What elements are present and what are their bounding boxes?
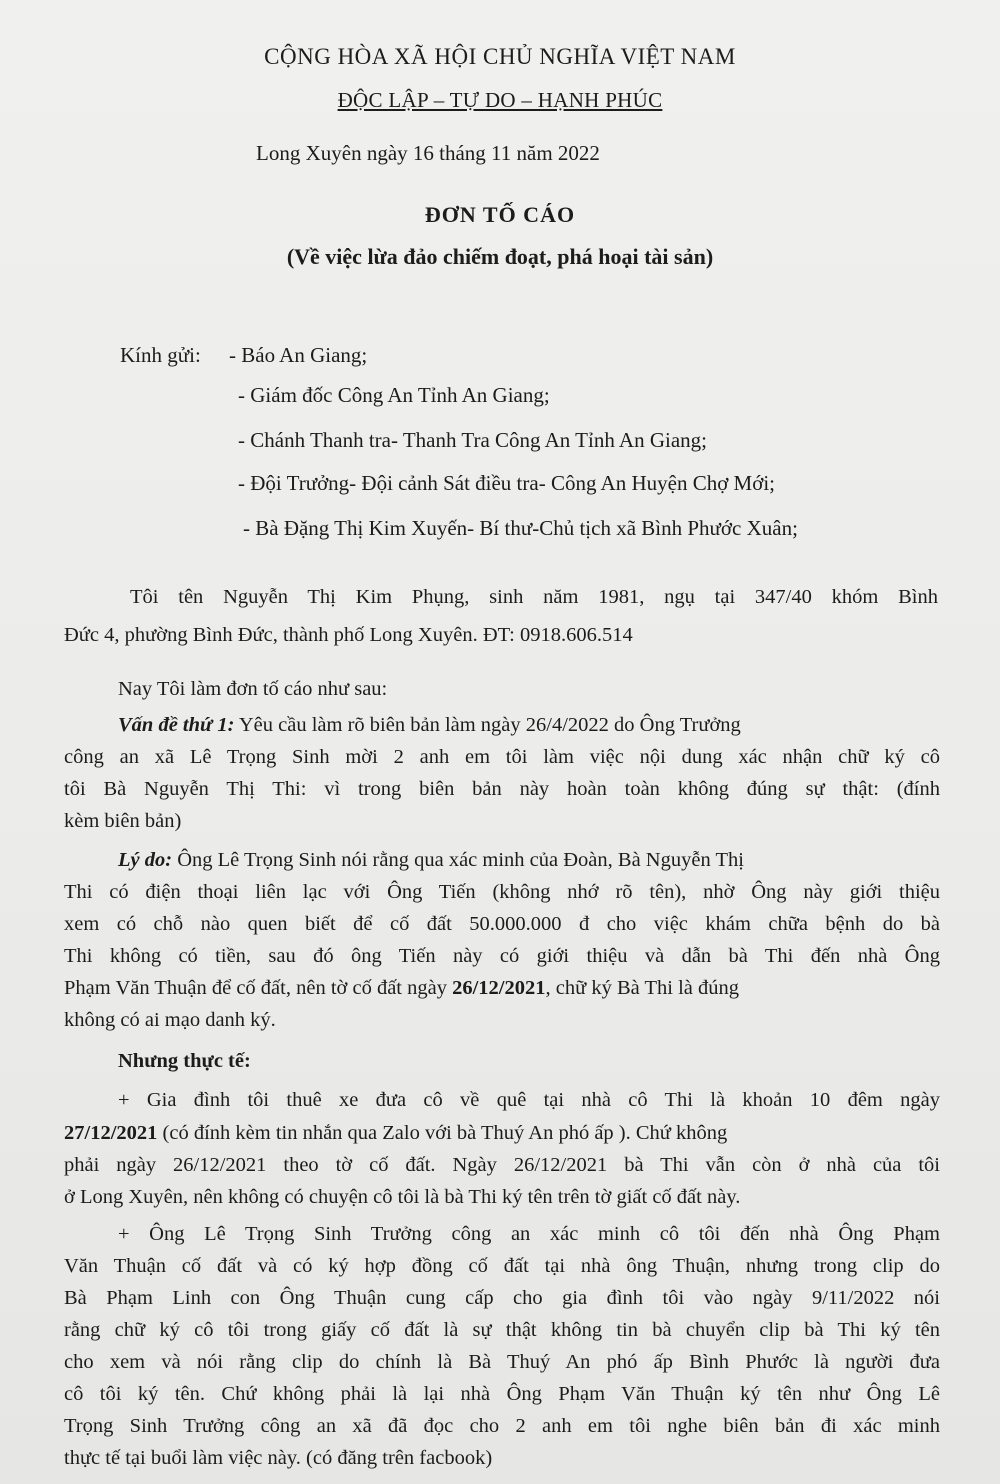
intro-line: Tôi tên Nguyễn Thị Kim Phụng, sinh năm 1981, ngụ tại 347/40 khóm Bình xyxy=(130,586,938,608)
country-header: CỘNG HÒA XÃ HỘI CHỦ NGHĨA VIỆT NAM xyxy=(264,44,736,69)
reality-line: + Ông Lê Trọng Sinh Trưởng công an xác minh cô tôi đến nhà Ông Phạm xyxy=(118,1223,940,1245)
reality-date: 27/12/2021 xyxy=(64,1122,158,1144)
recipient-item: - Báo An Giang; xyxy=(229,343,368,367)
document-title: ĐƠN TỐ CÁO xyxy=(424,202,576,227)
issue1-line: tôi Bà Nguyễn Thị Thi: vì trong biên bản này hoàn toàn không đúng sự thật: (đính xyxy=(64,778,940,800)
reality-text: (có đính kèm tin nhắn qua Zalo với bà Thuý An phó ấp ). Chứ không xyxy=(157,1122,728,1144)
reality-label: Nhưng thực tế: xyxy=(118,1050,251,1072)
reality-line: Trọng Sinh Trưởng công an xã đã đọc cho 2 anh em tôi nghe biên bản đi xác minh xyxy=(64,1415,940,1437)
reason-text: Ông Lê Trọng Sinh nói rằng qua xác minh của Đoàn, Bà Nguyễn Thị xyxy=(172,849,744,871)
recipients-label: Kính gửi: xyxy=(120,343,201,367)
issue1-line: kèm biên bản) xyxy=(64,810,182,832)
issue1-text: Yêu cầu làm rõ biên bản làm ngày 26/4/2022 do Ông Trưởng xyxy=(234,714,741,736)
reason-date: 26/12/2021 xyxy=(452,977,546,999)
reality-line: Bà Phạm Linh con Ông Thuận cung cấp cho gia đình tôi vào ngày 9/11/2022 nói xyxy=(64,1287,940,1309)
reason-line xyxy=(118,847,940,873)
reality-line: phải ngày 26/12/2021 theo tờ cố đất. Ngày 26/12/2021 bà Thi vẫn còn ở nhà của tôi xyxy=(64,1154,940,1176)
motto-header: ĐỘC LẬP – TỰ DO – HẠNH PHÚC xyxy=(337,88,663,112)
document-subtitle: (Về việc lừa đảo chiếm đoạt, phá hoại tài sản) xyxy=(286,244,714,269)
recipient-item: - Giám đốc Công An Tỉnh An Giang; xyxy=(238,383,550,407)
lead-line: Nay Tôi làm đơn tố cáo như sau: xyxy=(118,678,388,700)
date-line: Long Xuyên ngày 16 tháng 11 năm 2022 xyxy=(256,141,600,165)
issue1-line xyxy=(118,712,940,738)
reason-line: Thi có điện thoại liên lạc với Ông Tiến (không nhớ rõ tên), nhờ Ông này giới thiệu xyxy=(64,881,940,903)
issue1-label: Vấn đề thứ 1: xyxy=(118,714,235,736)
reality-line xyxy=(64,1120,727,1146)
reality-line: cho xem và nói rằng clip do chính là Bà Thuý An phó ấp Bình Phước là người đưa xyxy=(64,1351,940,1373)
reality-line: rằng chữ ký cô tôi trong giấy cố đất là sự thật không tin bà chuyển clip bà Thi ký tên xyxy=(64,1319,940,1341)
reason-label: Lý do: xyxy=(118,849,173,871)
reality-line: cô tôi ký tên. Chứ không phải là lại nhà Ông Phạm Văn Thuận ký tên như Ông Lê xyxy=(64,1383,940,1405)
reality-line: thực tế tại buổi làm việc này. (có đăng trên facbook) xyxy=(64,1447,493,1469)
issue1-line: công an xã Lê Trọng Sinh mời 2 anh em tôi làm việc nội dung xác nhận chữ ký cô xyxy=(64,746,940,768)
recipient-item: - Đội Trưởng- Đội cảnh Sát điều tra- Công An Huyện Chợ Mới; xyxy=(238,471,776,495)
reason-line: không có ai mạo danh ký. xyxy=(64,1009,276,1031)
recipient-item: - Bà Đặng Thị Kim Xuyến- Bí thư-Chủ tịch xã Bình Phước Xuân; xyxy=(243,516,798,540)
reality-line: ở Long Xuyên, nên không có chuyện cô tôi là bà Thi ký tên trên tờ giất cố đất này. xyxy=(64,1186,741,1208)
reason-line: xem có chỗ nào quen biết để cố đất 50.000.000 đ cho việc khám chữa bệnh do bà xyxy=(64,913,940,935)
reason-line xyxy=(64,975,739,1001)
reality-line: + Gia đình tôi thuê xe đưa cô về quê tại nhà cô Thi là khoản 10 đêm ngày xyxy=(118,1089,940,1111)
reason-text: , chữ ký Bà Thi là đúng xyxy=(545,977,740,999)
reason-text: Phạm Văn Thuận để cố đất, nên tờ cố đất ngày xyxy=(64,977,453,999)
intro-line: Đức 4, phường Bình Đức, thành phố Long Xuyên. ĐT: 0918.606.514 xyxy=(64,624,633,646)
recipient-item: - Chánh Thanh tra- Thanh Tra Công An Tỉnh An Giang; xyxy=(238,428,707,452)
reason-line: Thi không có tiền, sau đó ông Tiến này có giới thiệu và dẫn bà Thi đến nhà Ông xyxy=(64,945,940,967)
reality-line: Văn Thuận cố đất và có ký hợp đồng cố đất tại nhà ông Thuận, nhưng trong clip do xyxy=(64,1255,940,1277)
